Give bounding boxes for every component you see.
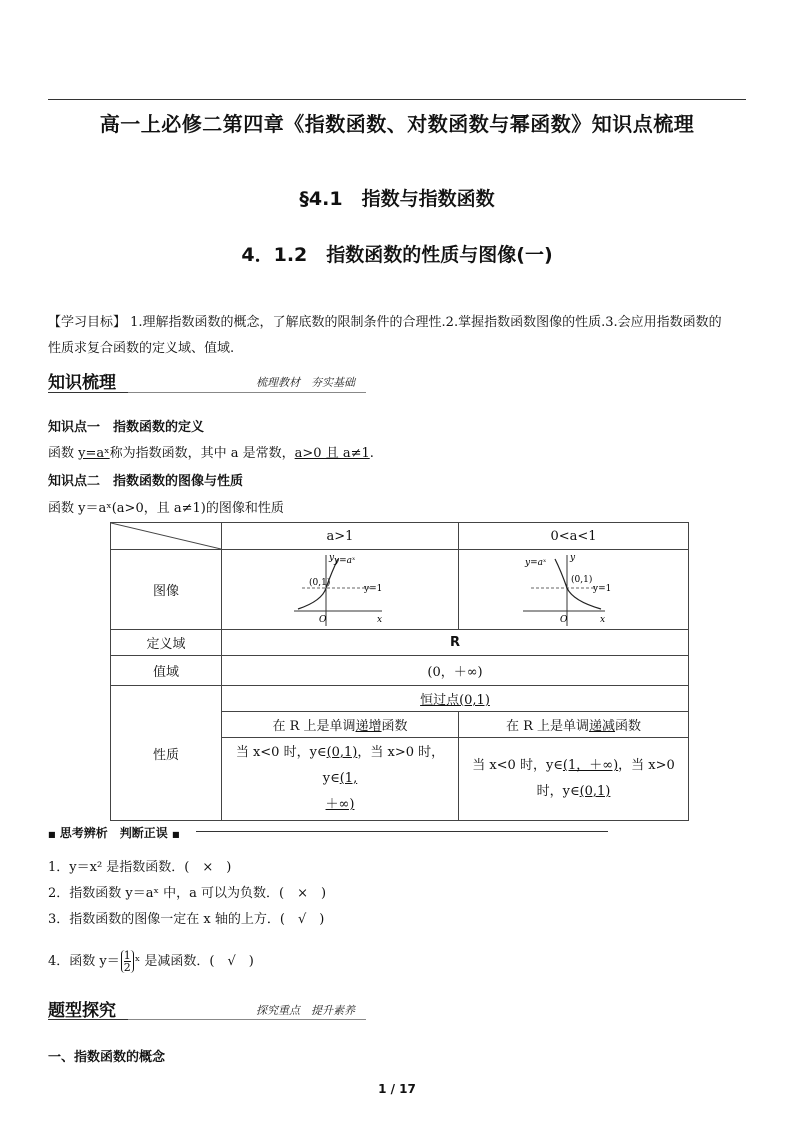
think-item-1: 1．y＝x² 是指数函数．( × ) — [48, 860, 232, 875]
kp1-definition — [48, 442, 374, 461]
graph-increasing-cell — [222, 550, 459, 630]
row-label-graph: 图像 — [111, 550, 222, 630]
graph-decreasing — [459, 551, 688, 629]
row-label-range: 值域 — [111, 656, 222, 686]
page-number: 1 / 17 — [378, 1082, 416, 1096]
point-label: (0,1) — [571, 574, 593, 585]
kp1-text-b: 称为指数函数，其中 a 是常数， — [109, 446, 295, 461]
monotonic-decreasing — [459, 712, 689, 738]
banner-knowledge-underline — [48, 392, 128, 393]
graph-decreasing-cell — [459, 550, 689, 630]
square-bullet-icon: ■ — [171, 830, 180, 839]
mono-inc-suffix: 函数 — [381, 719, 408, 734]
diagonal-header-cell — [111, 523, 222, 550]
row-label-properties: 性质 — [111, 686, 222, 821]
kp1-condition: a>0 且 a≠1 — [294, 446, 370, 461]
think-heading — [48, 824, 180, 841]
x-axis-label: x — [600, 614, 606, 625]
inc-vals-p1: 当 x<0 时，y∈ — [235, 745, 327, 760]
banner-explore-title: 题型探究 — [48, 1001, 116, 1021]
y-axis-label: y — [329, 552, 335, 563]
inc-vals-u2a: (1, — [339, 771, 358, 786]
line-label: y=1 — [593, 583, 612, 594]
domain-value: R — [222, 630, 689, 656]
dec-vals-u1: (1，＋∞) — [562, 758, 619, 773]
learning-goals-line1: 【学习目标】 1.理解指数函数的概念，了解底数的限制条件的合理性.2.掌握指数函数图像的性质.3.会应用指数函数的 — [48, 315, 722, 330]
think-rule — [196, 831, 608, 832]
inc-vals-p2: ，当 x>0 时，y∈ — [322, 745, 445, 786]
banner-explore-underline — [48, 1019, 128, 1020]
header-rule — [48, 99, 746, 100]
properties-table — [110, 522, 689, 821]
fraction-denominator: 2 — [123, 961, 131, 974]
fixed-point-text: 恒过点(0,1) — [420, 693, 490, 708]
mono-dec-key: 递减 — [589, 719, 616, 734]
inc-vals-u2b: ＋∞) — [325, 797, 355, 812]
fixed-point — [222, 686, 689, 712]
mono-inc-key: 递增 — [355, 719, 382, 734]
dec-vals-p2: ，当 x>0 — [618, 758, 675, 773]
think-heading-text: 思考辨析 判断正误 — [59, 826, 168, 840]
fraction-one-half — [121, 950, 134, 973]
banner-knowledge-title: 知识梳理 — [48, 373, 116, 393]
dec-vals-u2: (0,1) — [579, 784, 611, 799]
learning-goals-line2: 性质求复合函数的定义域、值域. — [48, 341, 235, 356]
think-item-2: 2．指数函数 y＝aˣ 中，a 可以为负数．( × ) — [48, 886, 327, 901]
row-label-domain: 定义域 — [111, 630, 222, 656]
mono-dec-prefix: 在 R 上是单调 — [505, 719, 590, 734]
think-item-4 — [48, 950, 254, 973]
graph-increasing — [222, 551, 458, 629]
kp1-formula: y=aˣ — [78, 446, 110, 461]
banner-explore-rule — [128, 1019, 366, 1020]
kp1-text-a: 函数 — [48, 446, 79, 461]
curve-label: y=aˣ — [525, 557, 547, 568]
banner-explore-note: 探究重点 提升素养 — [256, 1004, 355, 1017]
x-axis-label: x — [377, 614, 383, 625]
section-title: §4.1 指数与指数函数 — [299, 188, 495, 210]
point-label: (0,1) — [309, 577, 331, 588]
document-title: 高一上必修二第四章《指数函数、对数函数与幂函数》知识点梳理 — [99, 112, 695, 136]
origin-label: O — [319, 614, 327, 625]
mono-dec-suffix: 函数 — [615, 719, 642, 734]
square-bullet-icon: ■ — [48, 830, 56, 839]
curve-label: y=aˣ — [334, 555, 356, 566]
values-increasing — [222, 738, 459, 821]
monotonic-increasing — [222, 712, 459, 738]
item4-prefix: 4．函数 y＝ — [48, 954, 120, 969]
item4-suffix: ˣ 是减函数．( √ ) — [134, 954, 254, 969]
kp1-text-c: . — [369, 446, 374, 461]
banner-explore — [48, 996, 116, 1021]
dec-vals-p3: 时，y∈ — [536, 784, 580, 799]
header-a-lt-1: 0<a<1 — [459, 523, 689, 550]
origin-label: O — [560, 614, 568, 625]
banner-knowledge-rule — [128, 392, 366, 393]
diagonal-line — [111, 523, 221, 549]
banner-knowledge — [48, 368, 116, 393]
think-item-3: 3．指数函数的图像一定在 x 轴的上方．( √ ) — [48, 912, 325, 927]
inc-vals-u1: (0,1) — [326, 745, 358, 760]
banner-knowledge-note: 梳理教材 夯实基础 — [256, 376, 355, 389]
mono-inc-prefix: 在 R 上是单调 — [272, 719, 356, 734]
range-value: (0，＋∞) — [222, 656, 689, 686]
learning-goals — [48, 310, 748, 362]
kp2-intro: 函数 y＝aˣ(a>0，且 a≠1)的图像和性质 — [48, 501, 284, 516]
values-decreasing — [459, 738, 689, 821]
subsection-title: 4．1.2 指数函数的性质与图像(一) — [241, 244, 553, 266]
section-one-heading: 一、指数函数的概念 — [48, 1050, 166, 1065]
fraction-numerator: 1 — [123, 949, 131, 962]
dec-vals-p1: 当 x<0 时，y∈ — [472, 758, 563, 773]
kp1-heading: 知识点一 指数函数的定义 — [48, 420, 205, 435]
header-a-gt-1: a>1 — [222, 523, 459, 550]
line-label: y=1 — [364, 583, 383, 594]
y-axis-label: y — [570, 552, 576, 563]
kp2-heading: 知识点二 指数函数的图像与性质 — [48, 474, 244, 489]
